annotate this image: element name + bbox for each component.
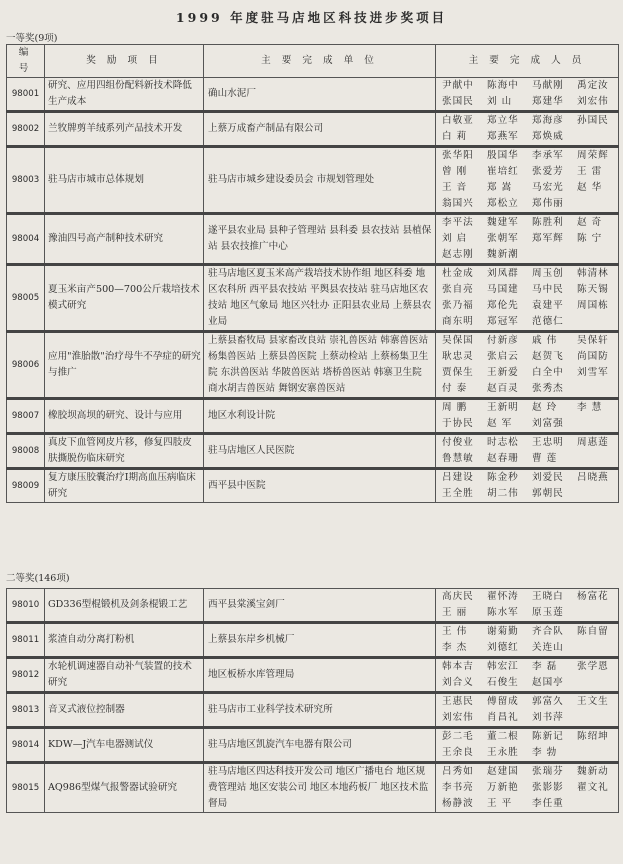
person-name: 周国栋 <box>577 300 609 311</box>
people-line <box>442 745 616 761</box>
award-code: 98014 <box>7 728 45 763</box>
completion-unit: 驻马店地区人民医院 <box>204 434 436 469</box>
table-row <box>7 214 619 265</box>
person-name: 石俊生 <box>487 677 519 688</box>
completion-unit: 上蔡县畜牧局 县家畜改良站 崇礼兽医站 韩寨兽医站 杨集兽医站 上蔡县兽医院 上蔡动检站 上蔡杨集卫生院 东洪兽医站 华陂兽医站 塔桥兽医站 韩寨卫生院 商水胡吉兽医站 舞钢安寨兽医站 <box>204 332 436 399</box>
completion-people <box>436 399 619 434</box>
award-project: 研究、应用四组份配料新技术降低生产成本 <box>45 78 204 112</box>
person-name: 陈绍坤 <box>577 731 609 742</box>
person-name: 郑 嵩 <box>487 182 513 193</box>
people-line <box>442 164 616 180</box>
award-code: 98011 <box>7 623 45 658</box>
award-project: 水轮机调速器自动补气装置的技术研究 <box>45 658 204 693</box>
person-name: 陈天锡 <box>577 284 609 295</box>
award-project: GD336型棍锻机及剑条棍锻工艺 <box>45 589 204 623</box>
person-name: 王惠民 <box>442 696 474 707</box>
person-name: 王全胜 <box>442 488 474 499</box>
person-name: 曾 刚 <box>442 166 468 177</box>
award-code: 98007 <box>7 399 45 434</box>
people-line <box>442 349 616 365</box>
person-name: 赵春珊 <box>487 453 519 464</box>
person-name: 陈新记 <box>532 731 564 742</box>
award-project: 驻马店市城市总体规划 <box>45 147 204 214</box>
person-name: 付俊业 <box>442 437 474 448</box>
person-name: 高庆民 <box>442 591 474 602</box>
person-name: 刘德红 <box>487 642 519 653</box>
people-line <box>442 266 616 282</box>
person-name: 赵建国 <box>487 766 519 777</box>
completion-people <box>436 434 619 469</box>
people-line <box>442 314 616 330</box>
award-code: 98010 <box>7 589 45 623</box>
column-header-code: 编 号 <box>7 45 45 78</box>
person-name: 李 磊 <box>532 661 558 672</box>
people-line <box>442 196 616 212</box>
person-name: 孙国民 <box>577 115 609 126</box>
completion-unit: 遂平县农业局 县种子管理站 县科委 县农技站 县植保站 县农技推广中心 <box>204 214 436 265</box>
person-name: 王永胜 <box>487 747 519 758</box>
person-name: 刘凤群 <box>487 268 519 279</box>
award-project: 豫油四号高产制种技术研究 <box>45 214 204 265</box>
person-name: 陈胜利 <box>532 217 564 228</box>
award-project: 音叉式液位控制器 <box>45 693 204 728</box>
person-name: 付 泰 <box>442 383 468 394</box>
person-name: 翟文礼 <box>577 782 609 793</box>
person-name: 李承军 <box>532 150 564 161</box>
person-name: 刘雪军 <box>577 367 609 378</box>
person-name: 郑海彦 <box>532 115 564 126</box>
person-name: 赵 奇 <box>577 217 603 228</box>
people-line <box>442 381 616 397</box>
person-name: 白敬亚 <box>442 115 474 126</box>
award-code: 98006 <box>7 332 45 399</box>
award-code: 98002 <box>7 112 45 147</box>
person-name: 郑伟丽 <box>532 198 564 209</box>
page-title: 1999 年度驻马店地区科技进步奖项目 <box>175 10 448 25</box>
people-line <box>442 94 616 110</box>
person-name: 吕秀如 <box>442 766 474 777</box>
person-name: 马国建 <box>487 284 519 295</box>
person-name: 韩宏江 <box>487 661 519 672</box>
people-line <box>442 675 616 691</box>
award-project: 应用"淮胎散"治疗母牛不孕症的研究与推广 <box>45 332 204 399</box>
person-name: 鲁慧敏 <box>442 453 474 464</box>
person-name: 郑建华 <box>532 96 564 107</box>
person-name: 陈水军 <box>487 607 519 618</box>
person-name: 赵 玲 <box>532 402 558 413</box>
person-name: 郑立华 <box>487 115 519 126</box>
person-name: 商东明 <box>442 316 474 327</box>
completion-people <box>436 728 619 763</box>
person-name: 周惠莲 <box>577 437 609 448</box>
table-row <box>7 693 619 728</box>
person-name: 王文生 <box>577 696 609 707</box>
person-name: 马宏光 <box>532 182 564 193</box>
person-name: 吴保轩 <box>577 335 609 346</box>
person-name: 郑冠军 <box>487 316 519 327</box>
person-name: 李平法 <box>442 217 474 228</box>
completion-people <box>436 589 619 623</box>
person-name: 戚 伟 <box>532 335 558 346</box>
person-name: 刘合义 <box>442 677 474 688</box>
person-name: 刘 山 <box>487 96 513 107</box>
person-name: 王 丽 <box>442 607 468 618</box>
person-name: 万新艳 <box>487 782 519 793</box>
person-name: 时志松 <box>487 437 519 448</box>
person-name: 郑军辉 <box>532 233 564 244</box>
person-name: 王晓白 <box>532 591 564 602</box>
table-row <box>7 589 619 623</box>
person-name: 胡二伟 <box>487 488 519 499</box>
completion-unit: 驻马店地区夏玉米高产栽培技术协作组 地区科委 地区农科所 西平县农技站 平舆县农技站 驻马店地区农技站 地区气象局 地区兴牡办 正阳县农业局 上蔡县农业局 <box>204 265 436 332</box>
column-header-people: 主 要 完 成 人 员 <box>436 45 619 78</box>
completion-unit: 地区板桥水库管理局 <box>204 658 436 693</box>
award-code: 98005 <box>7 265 45 332</box>
people-line <box>442 780 616 796</box>
completion-people <box>436 469 619 503</box>
person-name: 齐合队 <box>532 626 564 637</box>
person-name: 郑焕威 <box>532 131 564 142</box>
person-name: 贾保生 <box>442 367 474 378</box>
people-line <box>442 710 616 726</box>
people-line <box>442 764 616 780</box>
completion-people <box>436 147 619 214</box>
person-name: 马中民 <box>532 284 564 295</box>
award-project: 兰牧牌剪羊绒系列产品技术开发 <box>45 112 204 147</box>
person-name: 陈自留 <box>577 626 609 637</box>
award-project: 夏玉米亩产500—700公斤栽培技术模式研究 <box>45 265 204 332</box>
person-name: 曹 莲 <box>532 453 558 464</box>
table-row <box>7 434 619 469</box>
completion-people <box>436 693 619 728</box>
person-name: 张学恩 <box>577 661 609 672</box>
person-name: 于协民 <box>442 418 474 429</box>
person-name: 陈 宁 <box>577 233 603 244</box>
table-row <box>7 728 619 763</box>
person-name: 张乃福 <box>442 300 474 311</box>
people-line <box>442 729 616 745</box>
person-name: 傅留成 <box>487 696 519 707</box>
table-row <box>7 112 619 147</box>
person-name: 刘爱民 <box>532 472 564 483</box>
award-project: 复方康压胶囊治疗Ⅰ期高血压病临床研究 <box>45 469 204 503</box>
person-name: 张朝军 <box>487 233 519 244</box>
award-code: 98001 <box>7 78 45 112</box>
person-name: 李任重 <box>532 798 564 809</box>
person-name: 郑松立 <box>487 198 519 209</box>
person-name: 郑燕军 <box>487 131 519 142</box>
completion-people <box>436 332 619 399</box>
completion-unit: 上蔡万成畜产制品有限公司 <box>204 112 436 147</box>
completion-people <box>436 112 619 147</box>
person-name: 原玉莲 <box>532 607 564 618</box>
person-name: 张国民 <box>442 96 474 107</box>
person-name: 张瑞芬 <box>532 766 564 777</box>
person-name: 刘宏伟 <box>442 712 474 723</box>
people-line <box>442 215 616 231</box>
column-header-unit: 主 要 完 成 单 位 <box>204 45 436 78</box>
completion-unit: 上蔡县东岸乡机械厂 <box>204 623 436 658</box>
award-project: 浆渣自动分离打粉机 <box>45 623 204 658</box>
person-name: 郑伦先 <box>487 300 519 311</box>
completion-unit: 驻马店市城乡建设委员会 市规划管理处 <box>204 147 436 214</box>
table-row <box>7 147 619 214</box>
person-name: 陈海中 <box>487 80 519 91</box>
completion-unit: 驻马店地区四达科技开发公司 地区广播电台 地区规费管理站 地区安装公司 地区本地药板厂 地区技术监督局 <box>204 763 436 813</box>
person-name: 王 雷 <box>577 166 603 177</box>
completion-unit: 西平县棠溪宝剑厂 <box>204 589 436 623</box>
person-name: 范德仁 <box>532 316 564 327</box>
people-line <box>442 113 616 129</box>
person-name: 杨富花 <box>577 591 609 602</box>
person-name: 王 伟 <box>442 626 468 637</box>
person-name: 彭二毛 <box>442 731 474 742</box>
person-name: 魏新动 <box>577 766 609 777</box>
people-line <box>442 282 616 298</box>
award-project: 真皮下血管网皮片移，修复四肢皮肤撕脱伤临床研究 <box>45 434 204 469</box>
completion-unit: 确山水泥厂 <box>204 78 436 112</box>
person-name: 翟怀涛 <box>487 591 519 602</box>
table-row <box>7 763 619 813</box>
person-name: 崔培红 <box>487 166 519 177</box>
person-name: 张华阳 <box>442 150 474 161</box>
person-name: 郭朝民 <box>532 488 564 499</box>
award-project: AQ986型煤气报警器试验研究 <box>45 763 204 813</box>
person-name: 魏新潮 <box>487 249 519 260</box>
person-name: 杜金成 <box>442 268 474 279</box>
person-name: 付新彦 <box>487 335 519 346</box>
person-name: 王新爱 <box>487 367 519 378</box>
person-name: 刘宏伟 <box>577 96 609 107</box>
award-code: 98013 <box>7 693 45 728</box>
person-name: 赵贺飞 <box>532 351 564 362</box>
person-name: 吕晓燕 <box>577 472 609 483</box>
person-name: 耿忠灵 <box>442 351 474 362</box>
second-prize-table <box>6 588 619 813</box>
person-name: 周荣辉 <box>577 150 609 161</box>
people-line <box>442 333 616 349</box>
award-code: 98015 <box>7 763 45 813</box>
section-heading-first-prize: 一等奖(9项) <box>6 33 58 44</box>
award-project: KDW—J汽车电器测试仪 <box>45 728 204 763</box>
person-name: 李 勃 <box>532 747 558 758</box>
person-name: 白全中 <box>532 367 564 378</box>
person-name: 王新明 <box>487 402 519 413</box>
people-line <box>442 486 616 502</box>
person-name: 杨静波 <box>442 798 474 809</box>
people-line <box>442 624 616 640</box>
table-row <box>7 399 619 434</box>
table-row <box>7 265 619 332</box>
people-line <box>442 659 616 675</box>
table-row <box>7 78 619 112</box>
person-name: 张秀杰 <box>532 383 564 394</box>
person-name: 禹定汝 <box>577 80 609 91</box>
person-name: 韩本吉 <box>442 661 474 672</box>
person-name: 董二根 <box>487 731 519 742</box>
table-row <box>7 623 619 658</box>
award-code: 98012 <box>7 658 45 693</box>
person-name: 郭富久 <box>532 696 564 707</box>
person-name: 张影影 <box>532 782 564 793</box>
person-name: 袁建平 <box>532 300 564 311</box>
person-name: 刘书萍 <box>532 712 564 723</box>
person-name: 马献刚 <box>532 80 564 91</box>
completion-people <box>436 623 619 658</box>
award-project: 橡胶坝高坝的研究、设计与应用 <box>45 399 204 434</box>
table-row <box>7 658 619 693</box>
person-name: 周 鹏 <box>442 402 468 413</box>
table-row <box>7 469 619 503</box>
completion-people <box>436 658 619 693</box>
completion-unit: 驻马店市工业科学技术研究所 <box>204 693 436 728</box>
completion-people <box>436 763 619 813</box>
people-line <box>442 231 616 247</box>
first-prize-table <box>6 44 619 503</box>
completion-unit: 驻马店地区凯旋汽车电器有限公司 <box>204 728 436 763</box>
people-line <box>442 180 616 196</box>
person-name: 李 慧 <box>577 402 603 413</box>
person-name: 王忠明 <box>532 437 564 448</box>
person-name: 李 杰 <box>442 642 468 653</box>
people-line <box>442 605 616 621</box>
person-name: 翁国兴 <box>442 198 474 209</box>
person-name: 赵 华 <box>577 182 603 193</box>
people-line <box>442 470 616 486</box>
person-name: 尹献中 <box>442 80 474 91</box>
person-name: 肖昌礼 <box>487 712 519 723</box>
column-header-project: 奖 励 项 目 <box>45 45 204 78</box>
completion-people <box>436 78 619 112</box>
person-name: 赵志刚 <box>442 249 474 260</box>
person-name: 韩清林 <box>577 268 609 279</box>
person-name: 李书亮 <box>442 782 474 793</box>
people-line <box>442 694 616 710</box>
completion-unit: 地区水利设计院 <box>204 399 436 434</box>
award-code: 98004 <box>7 214 45 265</box>
completion-unit: 西平县中医院 <box>204 469 436 503</box>
award-code: 98008 <box>7 434 45 469</box>
person-name: 白 莉 <box>442 131 468 142</box>
people-line <box>442 129 616 145</box>
people-line <box>442 247 616 263</box>
person-name: 赵国亭 <box>532 677 564 688</box>
person-name: 陈金秒 <box>487 472 519 483</box>
person-name: 王 平 <box>487 798 513 809</box>
people-line <box>442 416 616 432</box>
table-header-row <box>7 45 619 78</box>
person-name: 吴保国 <box>442 335 474 346</box>
person-name: 王余良 <box>442 747 474 758</box>
person-name: 赵 军 <box>487 418 513 429</box>
people-line <box>442 365 616 381</box>
completion-people <box>436 214 619 265</box>
person-name: 赵百灵 <box>487 383 519 394</box>
person-name: 张启云 <box>487 351 519 362</box>
person-name: 吕建设 <box>442 472 474 483</box>
person-name: 张自亮 <box>442 284 474 295</box>
people-line <box>442 589 616 605</box>
person-name: 刘 启 <box>442 233 468 244</box>
people-line <box>442 796 616 812</box>
person-name: 刘富强 <box>532 418 564 429</box>
people-line <box>442 148 616 164</box>
award-code: 98003 <box>7 147 45 214</box>
people-line <box>442 298 616 314</box>
table-row <box>7 332 619 399</box>
completion-people <box>436 265 619 332</box>
person-name: 周玉创 <box>532 268 564 279</box>
person-name: 关连山 <box>532 642 564 653</box>
people-line <box>442 451 616 467</box>
people-line <box>442 435 616 451</box>
award-code: 98009 <box>7 469 45 503</box>
people-line <box>442 400 616 416</box>
person-name: 殷国华 <box>487 150 519 161</box>
person-name: 谢菊勤 <box>487 626 519 637</box>
section-heading-second-prize: 二等奖(146项) <box>6 573 70 584</box>
person-name: 王 音 <box>442 182 468 193</box>
people-line <box>442 640 616 656</box>
person-name: 魏建军 <box>487 217 519 228</box>
person-name: 尚国防 <box>577 351 609 362</box>
person-name: 张爱芳 <box>532 166 564 177</box>
people-line <box>442 78 616 94</box>
